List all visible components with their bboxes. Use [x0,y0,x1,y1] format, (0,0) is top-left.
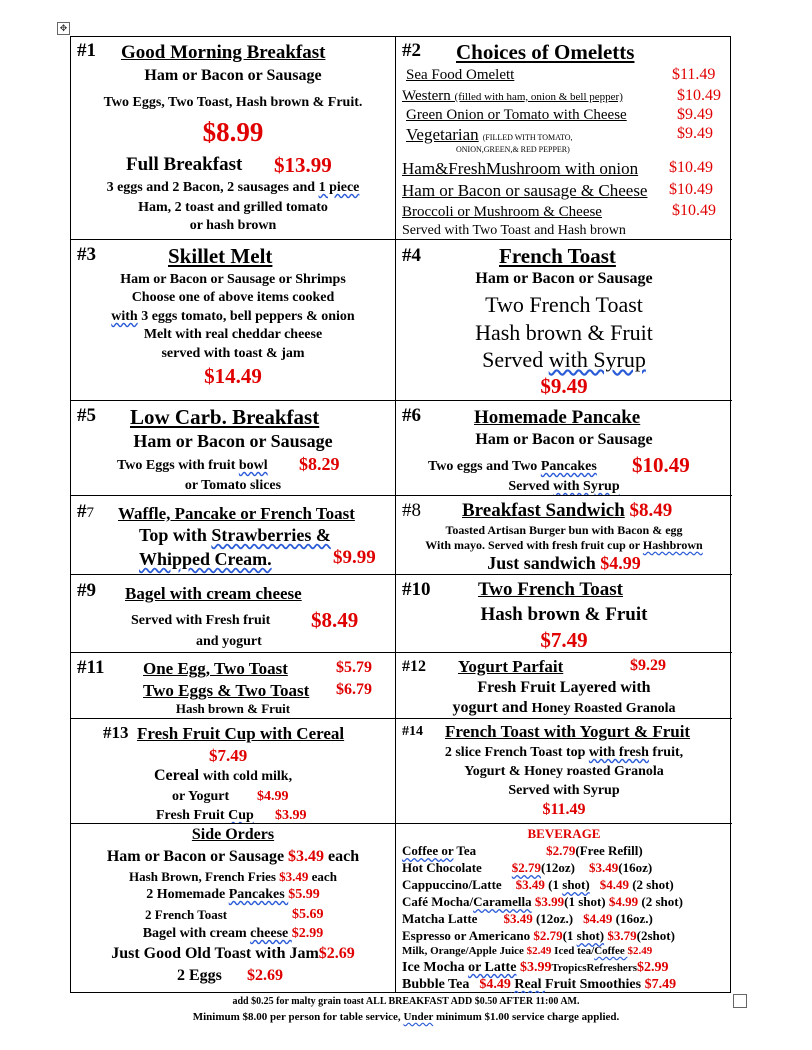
item-number: #3 [77,244,96,265]
item-title: Good Morning Breakfast [121,42,326,63]
menu-item-4 [396,240,732,401]
item-line: Two Eggs with fruit bowl [117,458,268,473]
menu-item-5 [71,401,396,496]
menu-table [70,36,731,993]
item-line: Served with Syrup [508,783,620,798]
item-title: Waffle, Pancake or French Toast [118,504,355,523]
item-line: One Egg, Two Toast [143,659,288,678]
item-title: Homemade Pancake [474,407,641,428]
beverage-row: Hot Chocolate $2.79(12oz) $3.49(16oz) [402,860,653,875]
item-line: served with toast & jam [161,346,305,361]
item-line: Fresh Fruit Cup [156,808,254,823]
item-line: Two French Toast [485,292,643,317]
beverage-row: Matcha Latte $3.49 (12oz.) $4.49 (16oz.) [402,911,653,926]
item-line: 3 eggs and 2 Bacon, 2 sausages and 1 piece [106,180,360,195]
side-line: Hash Brown, French Fries $3.49 each [129,869,337,884]
beverage-row: Bubble Tea $4.49 Real Fruit Smoothies $7.49 [402,977,677,992]
omelett-name: Ham&FreshMushroom with onion [402,159,639,178]
item-price: $6.79 [336,681,372,698]
beverage-row: Espresso or Americano $2.79(1 shot) $3.79(2shot) [402,928,675,943]
item-line: Ham or Bacon or Sausage [475,431,653,448]
item-title: Breakfast Sandwich $8.49 [462,500,673,521]
item-line: Served with Syrup [508,479,620,494]
menu-item-8 [396,496,732,575]
item-line: or hash brown [189,218,277,233]
item-line: Choose one of above items cooked [131,290,335,305]
item-title: Fresh Fruit Cup with Cereal [137,724,345,743]
beverage [396,824,732,993]
item-line: Ham or Bacon or Sausage [133,431,333,451]
item-price: $9.99 [333,547,376,568]
item-line: Cereal with cold milk, [154,767,293,784]
side-line: 2 Eggs [177,967,222,984]
omelett-name: Western (filled with ham, onion & bell pepper) [402,88,623,104]
item-number: #8 [402,500,421,521]
item-title: French Toast with Yogurt & Fruit [445,722,691,741]
omelett-name: Green Onion or Tomato with Cheese [406,107,627,123]
omelett-served: Served with Two Toast and Hash brown [402,223,626,238]
omelett-price: $9.49 [677,106,713,123]
item-line: or Yogurt [172,789,230,804]
item-line: Ham, 2 toast and grilled tomato [138,200,328,215]
menu-item-11 [71,653,396,719]
side-price: $2.69 [247,967,283,984]
item-title: French Toast [499,244,616,268]
item-line: Hash brown & Fruit [175,701,291,716]
side-orders-title: Side Orders [191,826,275,843]
item-price: $7.49 [209,746,248,765]
item-price: $7.49 [540,628,588,652]
beverage-row: Ice Mocha or Latte $3.99TropicsRefreshers$2.99 [402,960,669,975]
menu-item-1 [71,37,396,240]
item-title: Two French Toast [478,579,623,600]
item-price: $8.29 [299,454,340,474]
menu-item-9 [71,575,396,653]
item-line: Yogurt & Honey roasted Granola [464,764,664,779]
item-price: $9.29 [630,657,666,674]
item-line: Full Breakfast [126,154,243,175]
menu-item-7 [71,496,396,575]
side-orders [71,824,396,993]
item-line: Top with Strawberries & [139,525,331,545]
item-line: or Tomato slices [184,478,282,493]
beverage-row: Coffee or Tea $2.79(Free Refill) [402,843,643,858]
item-number: #4 [402,245,421,266]
omelett-name: Sea Food Omelett [406,67,515,83]
menu-item-13 [71,719,396,824]
beverage-row: Milk, Orange/Apple Juice $2.49 Iced tea/Coffee $2.49 [402,945,653,957]
item-title: Bagel with cream cheese [125,584,302,603]
menu-item-12 [396,653,732,719]
omelett-name: Broccoli or Mushroom & Cheese [402,204,602,220]
item-title: Low Carb. Breakfast [130,405,320,429]
table-move-handle-icon[interactable]: ✥ [57,22,70,35]
beverage-row: Café Mocha/Caramella $3.99(1 shot) $4.99 (2 shot) [402,894,683,909]
item-number: #1 [77,40,96,61]
omelett-name: Vegetarian (FILLED WITH TOMATO, [406,125,573,144]
item-line: Ham or Bacon or Sausage [144,67,322,84]
item-line: 2 slice French Toast top with fresh fruit, [444,745,684,760]
item-line: Served with Syrup [482,347,646,372]
item-number: #10 [402,579,431,600]
item-price: $13.99 [274,153,332,177]
item-price: $14.49 [204,364,262,388]
item-line: With mayo. Served with fresh fruit cup or Hashbrown [425,538,703,552]
menu-item-14 [396,719,732,824]
beverage-row: Cappuccino/Latte $3.49 (1 shot) $4.49 (2 shot) [402,877,674,892]
item-number: #12 [402,658,426,675]
item-line: Hash brown & Fruit [480,604,648,625]
footer-note: add $0.25 for malty grain toast ALL BREAKFAST ADD $0.50 AFTER 11:00 AM. [232,996,580,1007]
beverage-title: BEVERAGE [527,826,601,841]
item-title: Skillet Melt [168,244,273,268]
item-number: #14 [402,724,423,739]
item-line: Whipped Cream. [139,549,272,569]
item-price: $3.99 [275,808,307,823]
item-price: $11.49 [542,801,586,818]
item-title: Choices of Omeletts [456,40,635,64]
side-price: $5.69 [292,907,324,922]
menu-item-10 [396,575,732,653]
item-line: Ham or Bacon or Sausage or Shrimps [120,272,346,287]
item-line: Fresh Fruit Layered with [477,679,651,696]
omelett-price: $10.49 [669,181,713,198]
omelett-price: $9.49 [677,125,713,142]
item-line: yogurt and Honey Roasted Granola [452,699,676,716]
item-number: #13 [103,723,129,742]
omelett-note: ONION,GREEN,& RED PEPPER) [456,145,570,154]
omelett-price: $11.49 [672,66,716,83]
item-number: #6 [402,405,421,426]
menu-item-3 [71,240,396,401]
item-line: Just sandwich $4.99 [487,553,641,573]
omelett-price: $10.49 [672,202,716,219]
item-line: Two Eggs, Two Toast, Hash brown & Fruit. [103,95,363,110]
item-line: Hash brown & Fruit [475,320,653,345]
item-line: Two Eggs & Two Toast [143,681,310,700]
side-line: Just Good Old Toast with Jam$2.69 [111,945,355,962]
omelett-price: $10.49 [669,159,713,176]
item-price: $5.79 [336,659,372,676]
item-number: #7 [77,501,94,522]
menu-item-2 [396,37,732,240]
item-number: #2 [402,40,421,61]
footer-note: Minimum $8.00 per person for table service, Under minimum $1.00 service charge applied. [192,1011,620,1023]
side-line: 2 Homemade Pancakes $5.99 [146,887,320,902]
side-line: 2 French Toast [145,907,228,922]
item-price: $9.49 [540,374,588,398]
item-line: Two eggs and Two Pancakes [428,459,597,474]
omelett-price: $10.49 [677,87,721,104]
item-line: with 3 eggs tomato, bell peppers & onion [111,309,355,324]
item-price: $4.99 [257,789,289,804]
side-line: Bagel with cream cheese $2.99 [142,926,324,941]
item-line: Melt with real cheddar cheese [143,327,323,342]
item-price: $8.99 [202,117,264,147]
item-number: #5 [77,405,96,426]
item-line: and yogurt [196,634,262,649]
item-number: #11 [77,657,105,678]
omelett-name: Ham or Bacon or sausage & Cheese [402,181,648,200]
table-resize-handle-icon[interactable] [733,994,747,1008]
item-line: Served with Fresh fruit [131,613,271,628]
item-title: Yogurt Parfait [458,657,564,676]
item-number: #9 [77,580,96,601]
item-line: Toasted Artisan Burger bun with Bacon & egg [445,523,683,537]
side-line: Ham or Bacon or Sausage $3.49 each [106,848,360,865]
menu-item-6 [396,401,732,496]
item-price: $10.49 [632,453,690,477]
item-price: $8.49 [311,608,359,632]
item-line: Ham or Bacon or Sausage [475,270,653,287]
